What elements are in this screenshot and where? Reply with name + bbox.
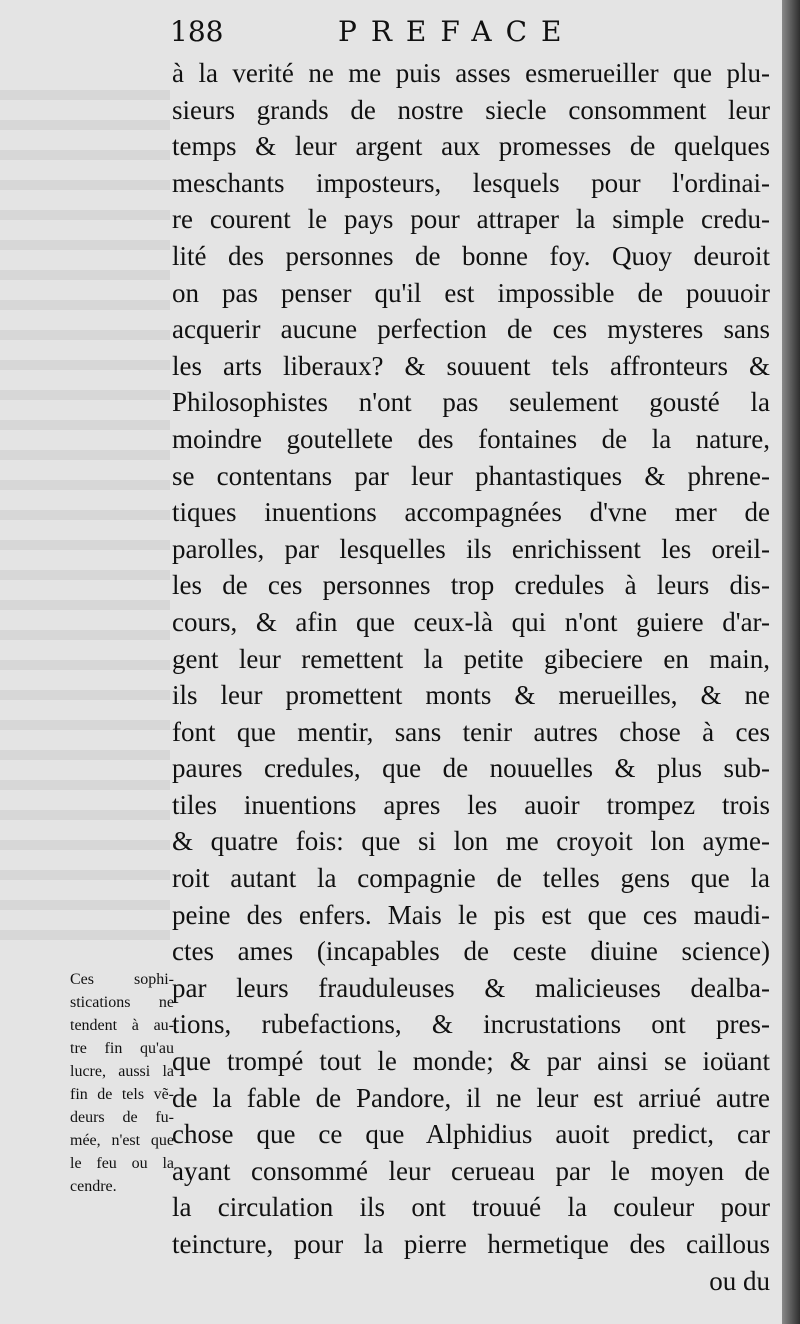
text-line: & quatre fois: que si lon me croyoit lon ayme- <box>172 826 770 857</box>
body-text <box>172 55 770 1299</box>
text-line: se contentans par leur phantastiques & phrene- <box>172 460 770 491</box>
text-line: les de ces personnes trop credules à leurs dis- <box>172 570 770 601</box>
bleed-through-text <box>0 90 170 940</box>
text-line: temps & leur argent aux promesses de quelques <box>172 131 770 162</box>
text-line: teincture, pour la pierre hermetique des caillous <box>172 1229 770 1259</box>
text-line: tions, rubefactions, & incrustations ont pres- <box>172 1009 770 1040</box>
text-line: peine des enfers. Mais le pis est que ces maudi- <box>172 899 770 930</box>
note-line: tre fin qu'au <box>70 1040 174 1057</box>
note-line: fin de tels vẽ- <box>70 1086 174 1103</box>
text-line: chose que ce que Alphidius auoit predict, car <box>172 1119 770 1150</box>
catchword: ou du <box>709 1265 770 1296</box>
text-line: parolles, par lesquelles ils enrichissent les oreil- <box>172 533 770 564</box>
text-line: ctes ames (incapables de ceste diuine science) <box>172 936 770 967</box>
note-line: Ces sophi- <box>70 971 174 988</box>
text-line: re courent le pays pour attraper la simple credu- <box>172 204 770 235</box>
note-line: tendent à au- <box>70 1017 174 1034</box>
text-line: moindre goutellete des fontaines de la nature, <box>172 423 770 454</box>
note-line: deurs de fu- <box>70 1109 174 1126</box>
page-number: 188 <box>170 15 224 48</box>
text-line: lité des personnes de bonne foy. Quoy deuroit <box>172 240 770 271</box>
text-line: cours, & afin que ceux-là qui n'ont guiere d'ar- <box>172 606 770 637</box>
text-line: paures credules, que de nouuelles & plus sub- <box>172 753 770 784</box>
note-line: stications ne <box>70 994 174 1011</box>
text-line: les arts liberaux? & souuent tels affronteurs & <box>172 350 770 381</box>
text-line: que trompé tout le monde; & par ainsi se ioüant <box>172 1046 770 1077</box>
text-line: tiques inuentions accompagnées d'vne mer de <box>172 497 770 528</box>
running-head: PREFACE <box>338 15 576 48</box>
text-line: acquerir aucune perfection de ces mysteres sans <box>172 314 770 345</box>
marginal-note <box>70 968 174 1198</box>
text-line: meschants imposteurs, lesquels pour l'ordinai- <box>172 167 770 198</box>
text-line: on pas penser qu'il est impossible de pouuoir <box>172 277 770 308</box>
note-line: le feu ou la <box>70 1155 174 1172</box>
text-line: la circulation ils ont trouué la couleur pour <box>172 1192 770 1223</box>
text-line: ils leur promettent monts & merueilles, & ne <box>172 680 770 711</box>
text-line: ayant consommé leur cerueau par le moyen de <box>172 1155 770 1186</box>
page-header <box>170 12 770 52</box>
text-line: roit autant la compagnie de telles gens que la <box>172 863 770 894</box>
text-line: font que mentir, sans tenir autres chose à ces <box>172 716 770 747</box>
page-edge-shadow <box>782 0 800 1324</box>
text-line: par leurs frauduleuses & malicieuses dealba- <box>172 972 770 1003</box>
text-line: Philosophistes n'ont pas seulement gousté la <box>172 387 770 418</box>
text-line: de la fable de Pandore, il ne leur est arriué autre <box>172 1082 770 1113</box>
text-line: sieurs grands de nostre siecle consomment leur <box>172 94 770 125</box>
text-line: gent leur remettent la petite gibeciere en main, <box>172 643 770 674</box>
note-line: mée, n'est que <box>70 1132 174 1149</box>
text-line: tiles inuentions apres les auoir trompez trois <box>172 789 770 820</box>
text-line: à la verité ne me puis asses esmerueiller que plu- <box>172 58 770 88</box>
note-line: cendre. <box>70 1178 117 1195</box>
note-line: lucre, aussi la <box>70 1063 174 1080</box>
